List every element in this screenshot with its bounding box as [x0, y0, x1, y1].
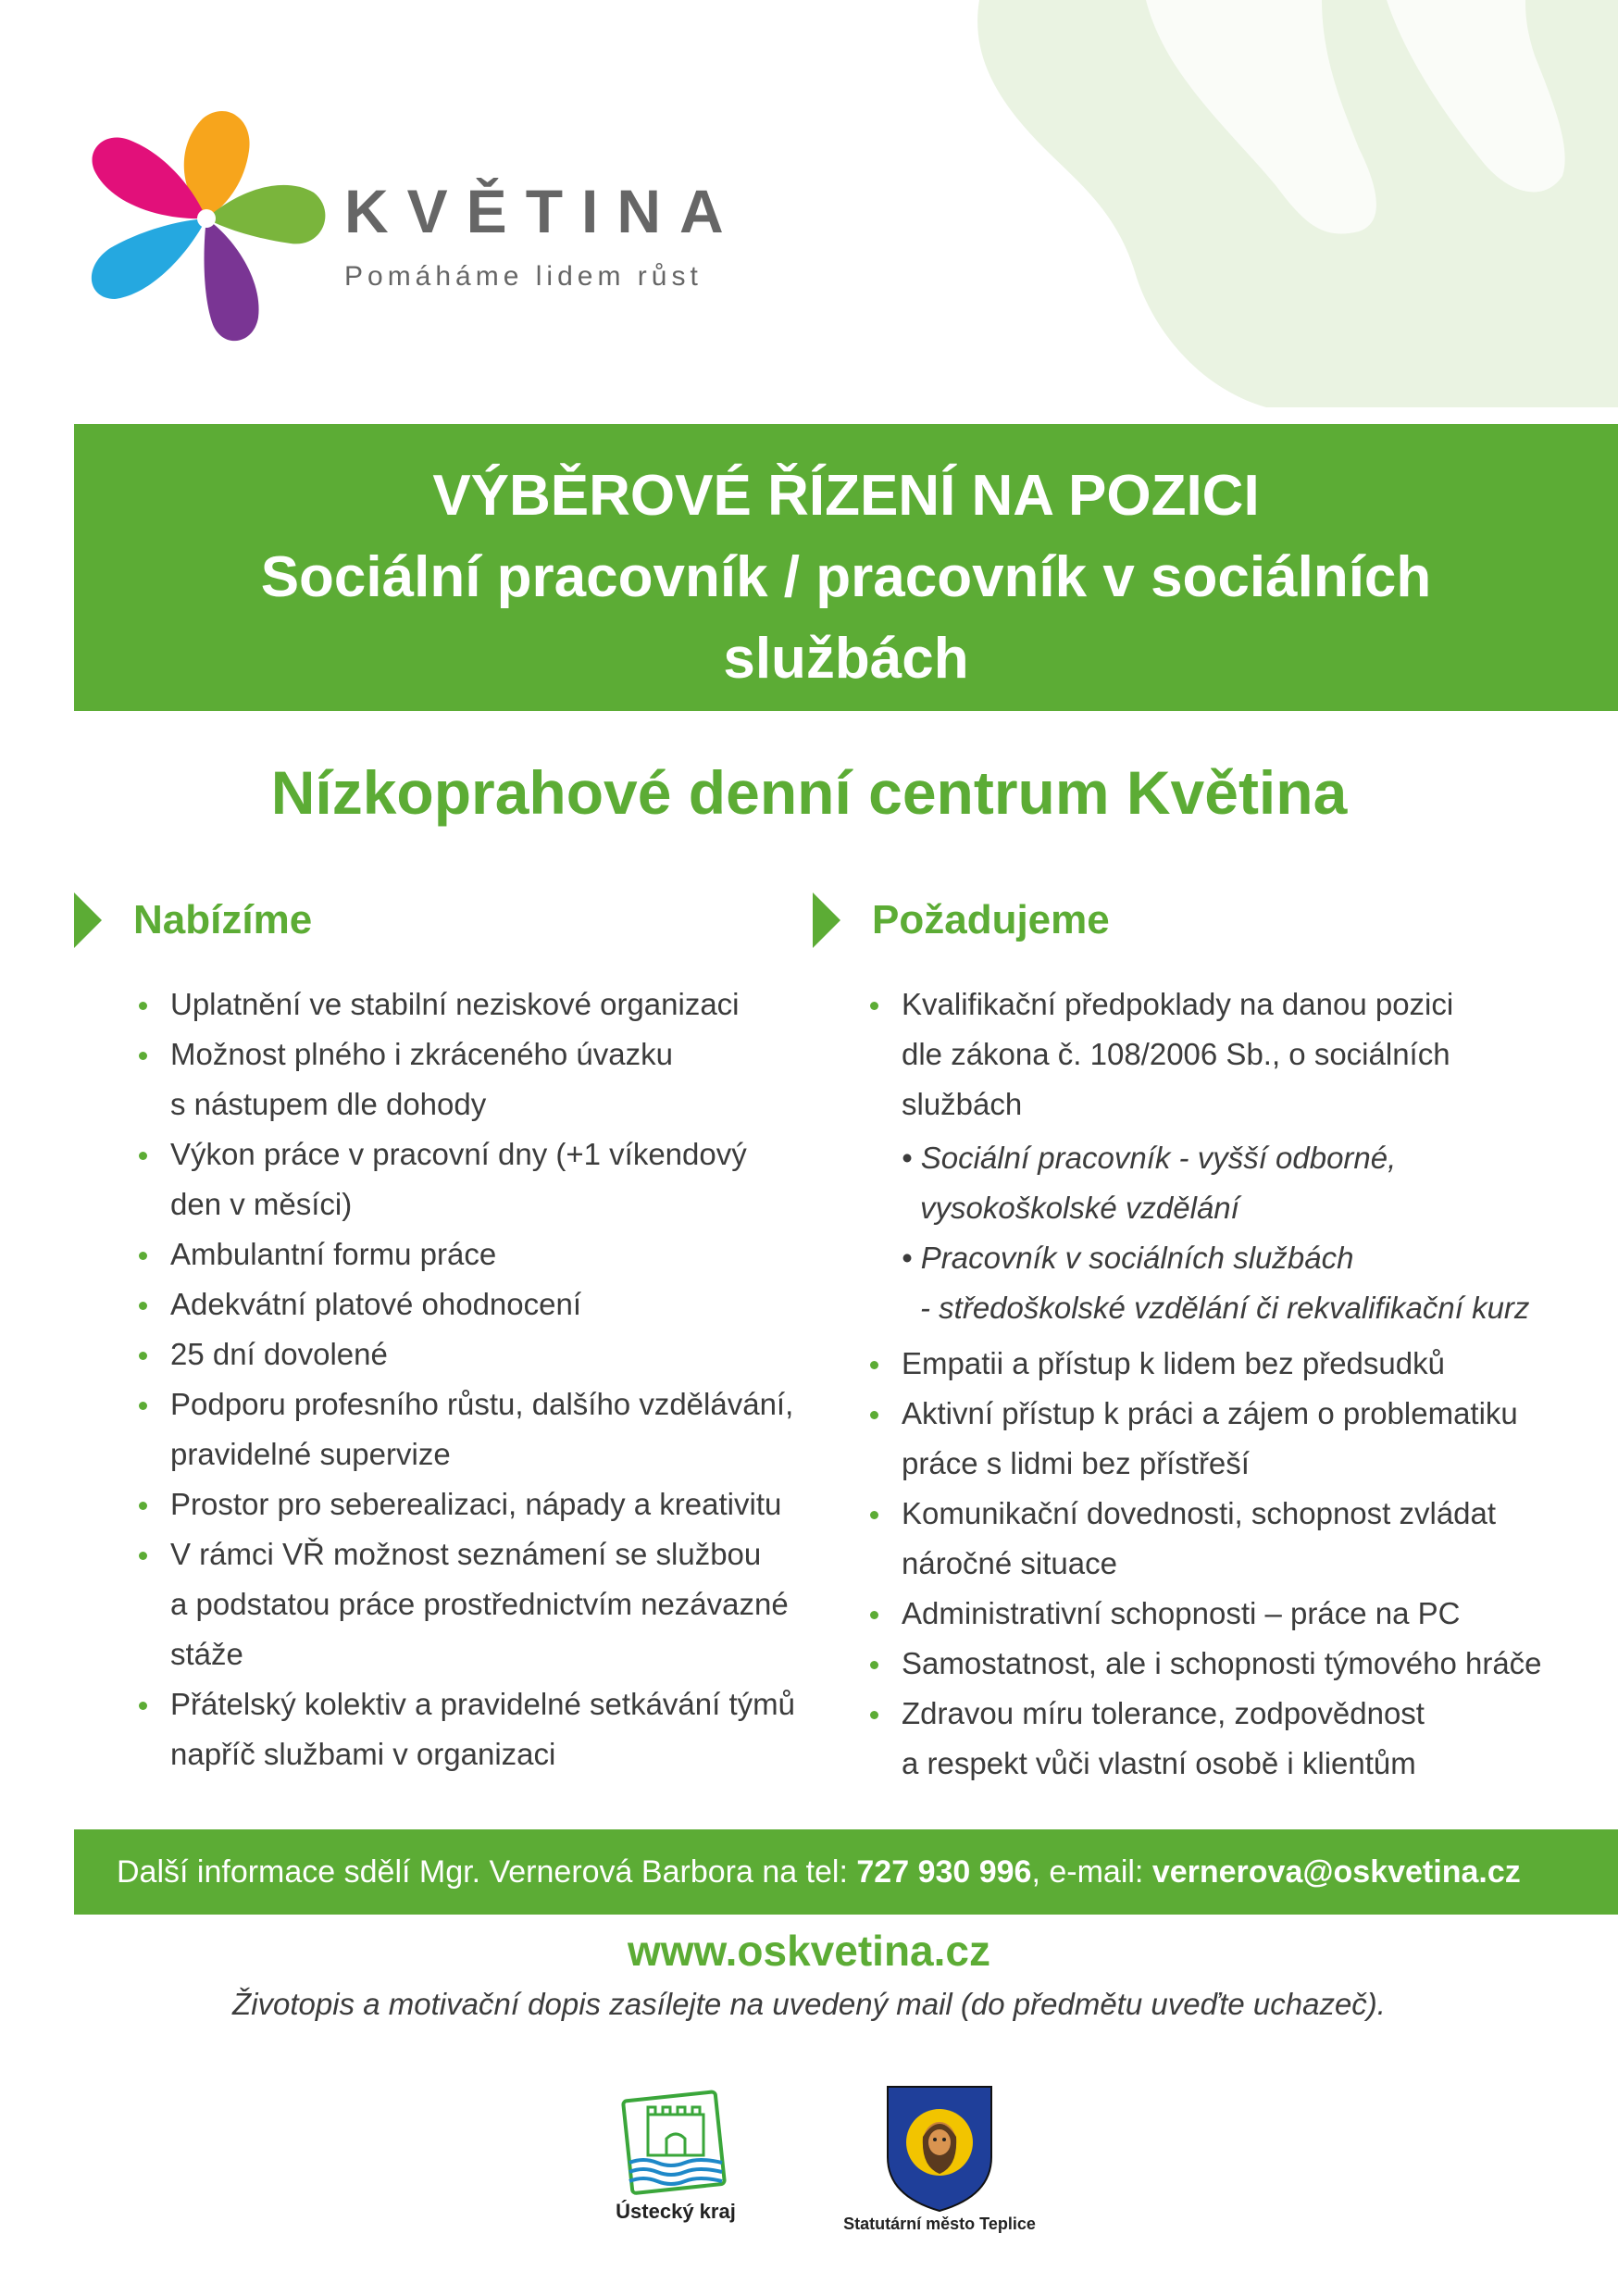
contact-phone[interactable]: 727 930 996 — [856, 1854, 1032, 1890]
title-line-2: Sociální pracovník / pracovník v sociálních — [260, 545, 1432, 609]
website-link[interactable]: www.oskvetina.cz — [628, 1927, 990, 1975]
list-item: Samostatnost, ale i schopnosti týmového hráče — [813, 1639, 1599, 1689]
offer-heading-row — [74, 889, 815, 952]
brand-name: KVĚTINA — [344, 177, 742, 245]
ustecky-kraj-label: Ústecký kraj — [616, 2200, 736, 2223]
list-item: Výkon práce v pracovní dny (+1 víkendový den v měsíci) — [74, 1129, 815, 1229]
subtitle: Nízkoprahové denní centrum Květina — [270, 758, 1348, 827]
title-line-1: VÝBĚROVÉ ŘÍZENÍ NA POZICI — [432, 464, 1260, 528]
sub-list-item: vysokoškolské vzdělání — [920, 1191, 1239, 1225]
require-heading-row — [813, 889, 1599, 952]
require-heading: Požadujeme — [872, 897, 1110, 942]
list-item: Přátelský kolektiv a pravidelné setkávání týmů napříč službami v organizaci — [74, 1679, 815, 1779]
list-item: Ambulantní formu práce — [74, 1229, 815, 1279]
kvetina-flower-logo-icon — [78, 109, 335, 354]
application-note: Životopis a motivační dopis zasílejte na uvedený mail (do předmětu uveďte uchazeč). — [232, 1987, 1386, 2021]
list-item: Prostor pro seberealizaci, nápady a kreativitu — [74, 1479, 815, 1529]
sub-list-item: • Sociální pracovník - vyšší odborné, — [902, 1141, 1397, 1175]
list-item: Podporu profesního růstu, dalšího vzdělávání, pravidelné supervize — [74, 1379, 815, 1479]
sub-list-item: • Pracovník v sociálních službách — [902, 1241, 1354, 1275]
triangle-arrow-icon — [813, 892, 840, 948]
list-item: Komunikační dovednosti, schopnost zvládat náročné situace — [813, 1489, 1599, 1589]
list-item: Zdravou míru tolerance, zodpovědnost a respekt vůči vlastní osobě i klientům — [813, 1689, 1599, 1789]
list-item: Aktivní přístup k práci a zájem o problematiku práce s lidmi bez přístřeší — [813, 1389, 1599, 1489]
list-item: Možnost plného i zkráceného úvazku s nástupem dle dohody — [74, 1029, 815, 1129]
list-item: Adekvátní platové ohodnocení — [74, 1279, 815, 1329]
qualification-sublist — [902, 1133, 1599, 1333]
list-item: Kvalifikační předpoklady na danou pozici dle zákona č. 108/2006 Sb., o sociálních službách • Sociální pracovník - vyšší odborné, vysokoškolské vzdělání • Pracovník v sociálních službách - středoškolské vzdělání či rekvalifikační kurz — [813, 980, 1599, 1333]
contact-middle: , e-mail: — [1031, 1854, 1152, 1890]
require-list — [813, 980, 1599, 1789]
hand-watermark-icon — [840, 0, 1618, 407]
offer-section — [74, 889, 815, 1779]
page-title — [74, 455, 1618, 700]
contact-prefix: Další informace sdělí Mgr. Vernerová Barbora na tel: — [117, 1854, 857, 1890]
offer-list — [74, 980, 815, 1779]
list-item: Empatii a přístup k lidem bez předsudků — [813, 1339, 1599, 1389]
list-item: 25 dní dovolené — [74, 1329, 815, 1379]
teplice-label: Statutární město Teplice — [843, 2215, 1036, 2233]
triangle-arrow-icon — [74, 892, 102, 948]
require-section — [813, 889, 1599, 1789]
list-item: V rámci VŘ možnost seznámení se službou a podstatou práce prostřednictvím nezávazné stáže — [74, 1529, 815, 1679]
ustecky-kraj-logo-icon — [620, 2087, 731, 2198]
brand-tagline: Pomáháme lidem růst — [344, 261, 703, 292]
list-item: Administrativní schopnosti – práce na PC — [813, 1589, 1599, 1639]
teplice-coat-of-arms-icon — [884, 2083, 995, 2215]
list-item: Uplatnění ve stabilní neziskové organizaci — [74, 980, 815, 1029]
contact-bar — [74, 1829, 1618, 1915]
offer-heading: Nabízíme — [133, 897, 313, 942]
title-banner — [74, 424, 1618, 711]
sub-list-item: - středoškolské vzdělání či rekvalifikační kurz — [920, 1291, 1530, 1325]
title-line-3: službách — [723, 627, 969, 691]
contact-email[interactable]: vernerova@oskvetina.cz — [1151, 1854, 1521, 1890]
